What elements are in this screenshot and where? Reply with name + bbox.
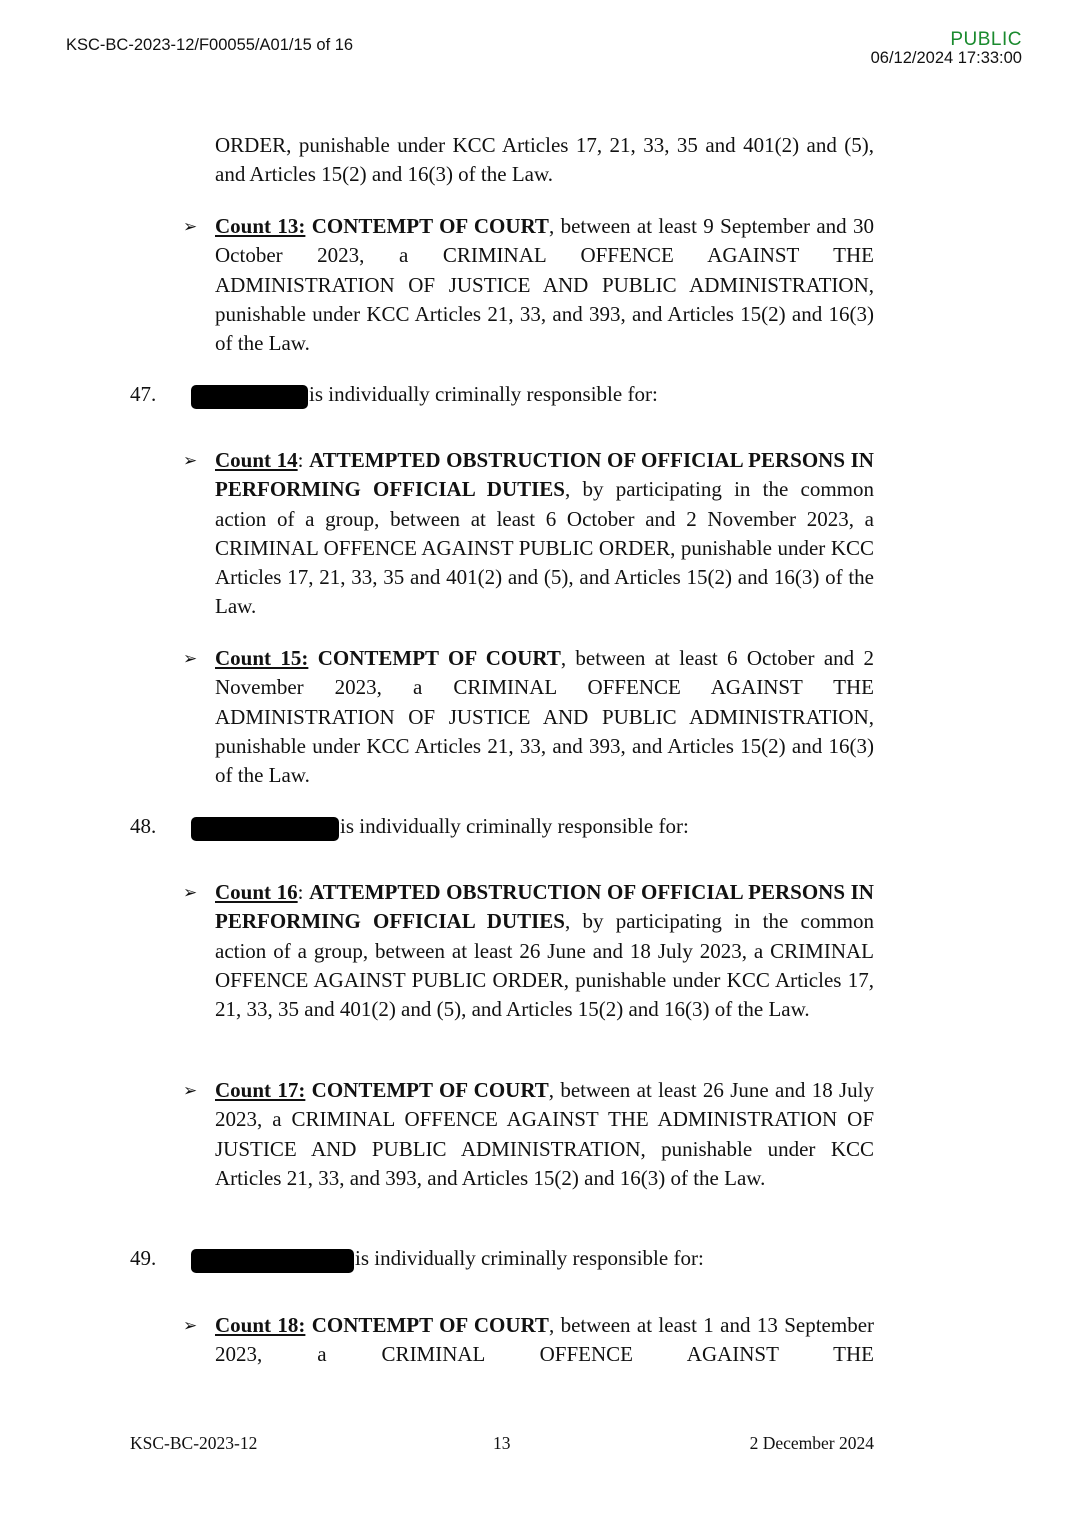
count-13-item [215,212,874,358]
count-title: ATTEMPTED OBSTRUCTION OF OFFICIAL PERSONS IN PERFORMING OFFICIAL DUTIES [215,448,874,502]
footer-date: 2 December 2024 [749,1433,874,1453]
classification-label: PUBLIC [950,29,1022,50]
count-text: , by participating in the common action of a group, between at least 26 June and 18 July 2023, a CRIMINAL OFFENCE AGAINST PUBLIC ORDER, punishable under KCC Articles 17, 21, 33, 35 and 401(2) and (5), and Articles 15(2) and 16(3) of the Law. [215,909,875,1022]
bullet-arrow-icon: ➢ [183,451,198,471]
count-text: , between at least 9 September and 30 October 2023, a CRIMINAL OFFENCE AGAINST THE ADMINISTRATION OF JUSTICE AND PUBLIC ADMINISTRATION, punishable under KCC Articles 21, 33, and 393, and Articles 15(2) and 16(3) of the Law. [215,214,875,356]
count-text: , by participating in the common action of a group, between at least 6 October and 2 November 2023, a CRIMINAL OFFENCE AGAINST PUBLIC ORDER, punishable under KCC Articles 17, 21, 33, 35 and 401(2) and (5), and Articles 15(2) and 16(3) of the Law. [215,477,875,619]
count-text: , between at least 6 October and 2 November 2023, a CRIMINAL OFFENCE AGAINST THE ADMINISTRATION OF JUSTICE AND PUBLIC ADMINISTRATION, punishable under KCC Articles 21, 33, and 393, and Articles 15(2) and 16(3) of the Law. [215,646,875,788]
redaction-block [191,1249,354,1273]
count-16-item [215,878,874,1024]
count-colon: : [297,448,304,472]
count-colon: : [297,880,304,904]
count-18-item [215,1311,874,1370]
count-text: , between at least 26 June and 18 July 2023, a CRIMINAL OFFENCE AGAINST THE ADMINISTRATION OF JUSTICE AND PUBLIC ADMINISTRATION, punishable under KCC Articles 21, 33, and 393, and Articles 15(2) and 16(3) of the Law. [215,1078,875,1190]
responsibility-text: is individually criminally responsible for: [340,814,689,838]
count-17-item [215,1076,874,1193]
count-label: Count 17: [215,1078,306,1102]
bullet-arrow-icon: ➢ [183,883,198,903]
footer-page-number: 13 [493,1433,511,1453]
count-14-item [215,446,874,622]
bullet-arrow-icon: ➢ [183,217,198,237]
count-label: Count 13: [215,214,306,238]
count-title: CONTEMPT OF COURT [311,214,549,238]
count-label: Count 18: [215,1313,306,1337]
count-15-item [215,644,874,790]
bullet-arrow-icon: ➢ [183,649,198,669]
count-title: ATTEMPTED OBSTRUCTION OF OFFICIAL PERSONS IN PERFORMING OFFICIAL DUTIES [215,880,874,934]
paragraph-number: 47. [130,382,157,406]
document-reference: KSC-BC-2023-12/F00055/A01/15 of 16 [66,36,354,54]
count-label: Count 16 [215,880,298,904]
paragraph-number: 48. [130,814,157,838]
footer-case-number: KSC-BC-2023-12 [130,1433,258,1453]
redaction-block [191,385,308,409]
count-label: Count 14 [215,448,298,472]
bullet-arrow-icon: ➢ [183,1081,198,1101]
paragraph-number: 49. [130,1246,157,1270]
responsibility-text: is individually criminally responsible for: [309,382,658,406]
continuation-paragraph: ORDER, punishable under KCC Articles 17, 21, 33, 35 and 401(2) and (5), and Articles 15(2) and 16(3) of the Law. [215,133,874,187]
count-title: CONTEMPT OF COURT [317,646,561,670]
count-title: CONTEMPT OF COURT [311,1313,549,1337]
responsibility-text: is individually criminally responsible for: [355,1246,704,1270]
header-stamp [871,30,1022,68]
redaction-block [191,817,339,841]
count-title: CONTEMPT OF COURT [311,1078,549,1102]
timestamp: 06/12/2024 17:33:00 [870,49,1022,67]
count-label: Count 15: [215,646,309,670]
count-text: , between at least 1 and 13 September 2023, a CRIMINAL OFFENCE AGAINST THE [215,1313,875,1367]
bullet-arrow-icon: ➢ [183,1316,198,1336]
